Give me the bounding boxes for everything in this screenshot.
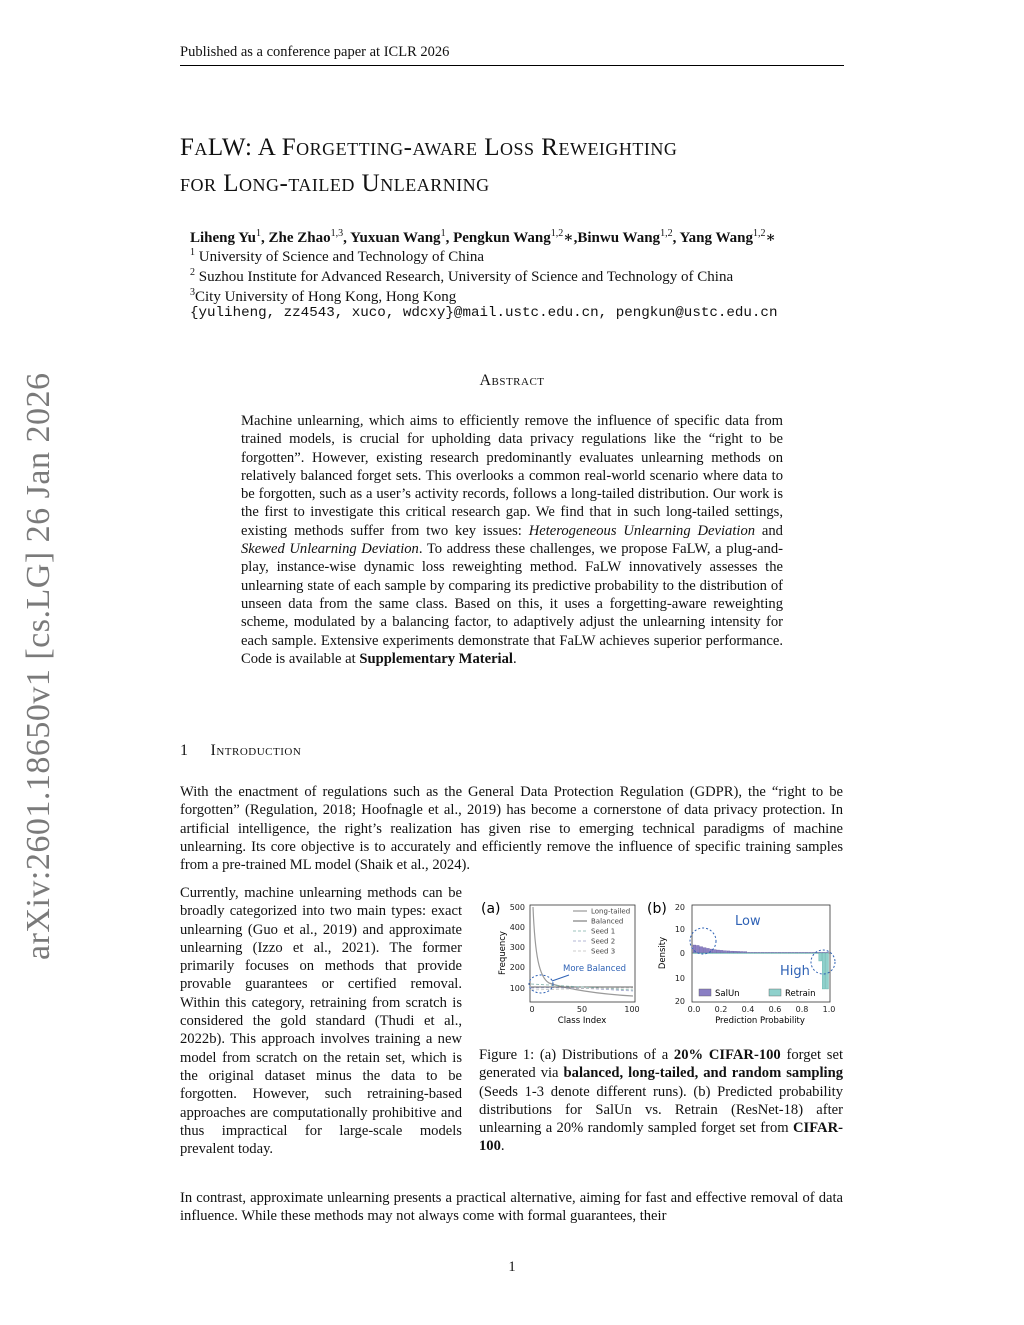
supplementary-link[interactable]: Supplementary Material <box>359 650 513 667</box>
caption-text: forget set generated via <box>479 1047 843 1082</box>
caption-bold: 20% CIFAR-100 <box>673 1047 781 1063</box>
abstract-text: . <box>512 650 517 667</box>
salun-bar <box>700 947 703 953</box>
salun-bar <box>720 950 723 953</box>
retrain-bar <box>781 953 784 954</box>
caption-text: (Seeds 1-3 denote different runs). (b) Predicted probability distributions for SalUn vs. Retrain (ResNet-18) after unlearning a 20% randomly sampled forget set from <box>479 1083 843 1137</box>
section-heading <box>180 742 301 760</box>
salun-bar <box>737 951 740 953</box>
retrain-bar <box>724 953 727 954</box>
author-sup: 1 <box>256 228 262 239</box>
salun-bar <box>713 950 716 953</box>
author-sup: 1,3 <box>330 228 344 239</box>
caption-text: . <box>500 1138 505 1155</box>
panel-b-ytick: 20 <box>674 997 685 1006</box>
page-number: 1 <box>508 1259 516 1275</box>
legend-swatch-retrain <box>769 989 781 996</box>
figure-1-caption <box>479 1046 843 1156</box>
legend-label: Seed 2 <box>591 937 616 946</box>
retrain-bar <box>734 953 737 954</box>
author-name: Liheng Yu <box>190 230 257 246</box>
affiliation-text: City University of Hong Kong, Hong Kong <box>195 289 457 305</box>
retrain-bar <box>741 953 744 954</box>
author-name: ,Binwu Wang <box>573 230 661 246</box>
salun-bar <box>717 950 720 953</box>
retrain-bar <box>826 953 829 989</box>
abstract-emphasis: Skewed Unlearning Deviation <box>241 541 419 558</box>
retrain-bar <box>751 953 754 954</box>
retrain-bar <box>754 953 757 954</box>
intro-paragraph-3: In contrast, approximate unlearning presents a practical alternative, aiming for fast and effective removal of data influence. While these methods may not always come with formal guarantees, their <box>180 1190 843 1225</box>
retrain-bar <box>717 953 720 954</box>
retrain-bar <box>693 953 696 954</box>
affiliation-sup: 2 <box>190 267 195 278</box>
panel-b-ytick: 0 <box>679 949 685 958</box>
retrain-bar <box>768 953 771 954</box>
author-sep: ∗ <box>765 230 776 246</box>
header-rule <box>180 65 844 66</box>
retrain-bar <box>730 953 733 954</box>
retrain-bar <box>713 953 716 954</box>
abstract-body <box>241 412 783 668</box>
affiliation-1 <box>190 247 484 266</box>
title-line-1: FaLW: A Forgetting-aware Loss Reweighting <box>180 134 678 161</box>
retrain-bar <box>815 953 818 954</box>
salun-bar <box>727 951 730 953</box>
legend-swatch-salun <box>699 989 711 996</box>
panel-b-xlabel: Prediction Probability <box>715 1016 805 1026</box>
retrain-bar <box>798 953 801 954</box>
panel-a-ylabel: Frequency <box>498 931 508 975</box>
panel-a-ytick: 100 <box>509 984 525 993</box>
panel-b-ylabel: Density <box>658 936 668 970</box>
caption-bold: balanced, long-tailed, and random sampling <box>563 1065 843 1082</box>
panel-a-ytick: 200 <box>509 963 525 972</box>
panel-a-xlabel: Class Index <box>557 1016 607 1026</box>
legend-label: Balanced <box>591 917 624 926</box>
retrain-bar <box>819 953 822 961</box>
author-sup: 1,2 <box>753 228 766 239</box>
panel-b-xtick: 0.0 <box>687 1005 701 1014</box>
panel-b-xtick: 0.6 <box>768 1005 782 1014</box>
salun-bar <box>741 952 744 953</box>
retrain-bar <box>822 953 825 989</box>
retrain-bar <box>802 953 805 954</box>
retrain-bar <box>758 953 761 954</box>
salun-bar <box>744 952 747 953</box>
retrain-bar <box>744 953 747 954</box>
panel-a-xtick: 0 <box>529 1005 535 1014</box>
figure-1 <box>477 895 845 1035</box>
affiliation-2 <box>190 267 733 286</box>
affiliation-sup: 3 <box>190 287 195 298</box>
section-title: Introduction <box>210 742 302 759</box>
author-sup: 1,2 <box>660 228 673 239</box>
panel-b-annotation-low: Low <box>735 914 761 929</box>
intro-paragraph-1: With the enactment of regulations such as the General Data Protection Regulation (GDPR), the “right to be forgotten” (Regulation, 2018; Hoofnagle et al., 2019) has become a cornerstone of data privacy protection. In artificial intelligence, the right’s realization has given rise to emerging technical paradigms of machine unlearning. Its core objective is to accurately and efficiently remove the influence of specific training samples from a pre-trained ML model (Shaik et al., 2024). <box>180 784 843 874</box>
legend-label-retrain: Retrain <box>785 989 816 999</box>
panel-b-xtick: 0.4 <box>741 1005 755 1014</box>
affiliation-text: Suzhou Institute for Advanced Research, University of Science and Technology of China <box>195 269 734 285</box>
retrain-bar <box>700 953 703 954</box>
caption-text: Figure 1: (a) Distributions of a <box>479 1047 674 1063</box>
panel-a-ytick: 300 <box>509 943 525 952</box>
author-name: Zhe Zhao <box>268 230 331 246</box>
panel-b-ytick: 10 <box>674 974 685 983</box>
retrain-bar <box>812 953 815 954</box>
panel-b-xtick: 0.2 <box>714 1005 728 1014</box>
retrain-bar <box>775 953 778 954</box>
abstract-text: . To address these challenges, we propose FaLW, a plug-and-play, instance-wise dynamic loss reweighting method. FaLW innovatively assesses the unlearning state of each sample by comparing its predictive probability to the distribution of unseen data from the same class. Based on this, it uses a forgetting-aware reweighting scheme, modulated by a balancing factor, to adaptively adjust the unlearning intensity for each sample. Extensive experiments demonstrate that FaLW achieves superior performance. Code is available at <box>241 541 783 667</box>
paper-title <box>180 130 880 202</box>
retrain-bar <box>727 953 730 954</box>
panel-b-annotation-high: High <box>780 964 810 979</box>
legend-label: Seed 3 <box>591 947 616 956</box>
author-name: Yuxuan Wang <box>350 230 441 246</box>
author-sep: ∗ <box>563 230 574 246</box>
panel-a-ytick: 500 <box>509 903 525 912</box>
abstract-text: Machine unlearning, which aims to efficiently remove the influence of specific data from trained models, is crucial for upholding data privacy regulations like the “right to be forgotten”. However, existing research predominantly evaluates unlearning methods on relatively balanced forget sets. This overlooks a common real-world scenario where data to be forgotten, such as a user’s activity records, follows a long-tailed distribution. Our work is the first to investigate this critical research gap. We find that in such long-tailed settings, existing methods suffer from two key issues: <box>241 413 783 539</box>
author-name: Yang Wang <box>679 230 754 246</box>
salun-bar <box>703 948 706 953</box>
author-name: Pengkun Wang <box>453 230 551 246</box>
retrain-bar <box>747 953 750 954</box>
abstract-emphasis: Heterogeneous Unlearning Deviation <box>528 522 756 539</box>
retrain-bar <box>785 953 788 954</box>
affiliation-text: University of Science and Technology of China <box>195 249 485 265</box>
salun-bar <box>730 951 733 953</box>
legend-label-salun: SalUn <box>715 989 740 999</box>
retrain-bar <box>720 953 723 954</box>
panel-b-label: (b) <box>647 901 667 917</box>
intro-paragraph-2: Currently, machine unlearning methods can be broadly categorized into two main types: exact unlearning (Guo et al., 2019) and approximate unlearning (Izzo et al., 2021). The former primarily focuses on methods that provide provable guarantees or certified removal. Within this category, retraining from scratch is considered the gold standard (Thudi et al., 2022b). This approach involves training a new model from scratch on the retain set, which is the original dataset minus the data to be forgotten. However, such retraining-based approaches are computationally prohibitive and thus impractical for large-scale models prevalent today. <box>180 885 462 1158</box>
author-sup: 1 <box>440 228 446 239</box>
author-list <box>190 228 776 247</box>
abstract-heading: Abstract <box>479 372 545 389</box>
retrain-bar <box>761 953 764 954</box>
panel-b-xtick: 1.0 <box>822 1005 836 1014</box>
legend-label: Long-tailed <box>591 907 631 916</box>
caption-bold: CIFAR-100 <box>479 1120 843 1155</box>
panel-b-ytick: 10 <box>674 925 685 934</box>
retrain-bar <box>795 953 798 954</box>
retrain-bar <box>778 953 781 954</box>
retrain-bar <box>792 953 795 954</box>
author-sep: , <box>672 230 680 246</box>
affiliation-3 <box>190 287 456 306</box>
salun-bar <box>696 945 699 953</box>
affiliation-sup: 1 <box>190 247 195 258</box>
section-number: 1 <box>180 742 189 759</box>
panel-a-xtick: 100 <box>624 1005 640 1014</box>
panel-a-annotation-arrow <box>552 975 569 981</box>
panel-a-label: (a) <box>481 901 501 917</box>
author-sep: , <box>343 230 351 246</box>
retrain-bar <box>764 953 767 954</box>
retrain-bar <box>737 953 740 954</box>
panel-b-xtick: 0.8 <box>795 1005 809 1014</box>
retrain-bar <box>710 953 713 954</box>
arxiv-stamp: arXiv:2601.18650v1 [cs.LG] 26 Jan 2026 <box>20 372 57 960</box>
salun-bar <box>724 951 727 953</box>
retrain-bar <box>771 953 774 954</box>
panel-a-annotation: More Balanced <box>563 964 627 974</box>
retrain-bar <box>809 953 812 954</box>
author-sup: 1,2 <box>550 228 564 239</box>
legend-label: Seed 1 <box>591 927 616 936</box>
title-line-2: for Long-tailed Unlearning <box>180 170 490 197</box>
panel-a-ytick: 400 <box>509 923 525 932</box>
salun-bar <box>734 951 737 953</box>
author-sep: , <box>261 230 269 246</box>
author-emails[interactable]: {yuliheng, zz4543, xuco, wdcxy}@mail.ustc.edu.cn, pengkun@ustc.edu.cn <box>190 305 778 321</box>
retrain-bar <box>805 953 808 954</box>
retrain-bar <box>788 953 791 954</box>
panel-b-ytick: 20 <box>674 903 685 912</box>
abstract-text: and <box>755 522 783 539</box>
author-sep: , <box>445 230 454 246</box>
running-header: Published as a conference paper at ICLR 2026 <box>180 44 450 60</box>
panel-a-xtick: 50 <box>576 1005 588 1014</box>
